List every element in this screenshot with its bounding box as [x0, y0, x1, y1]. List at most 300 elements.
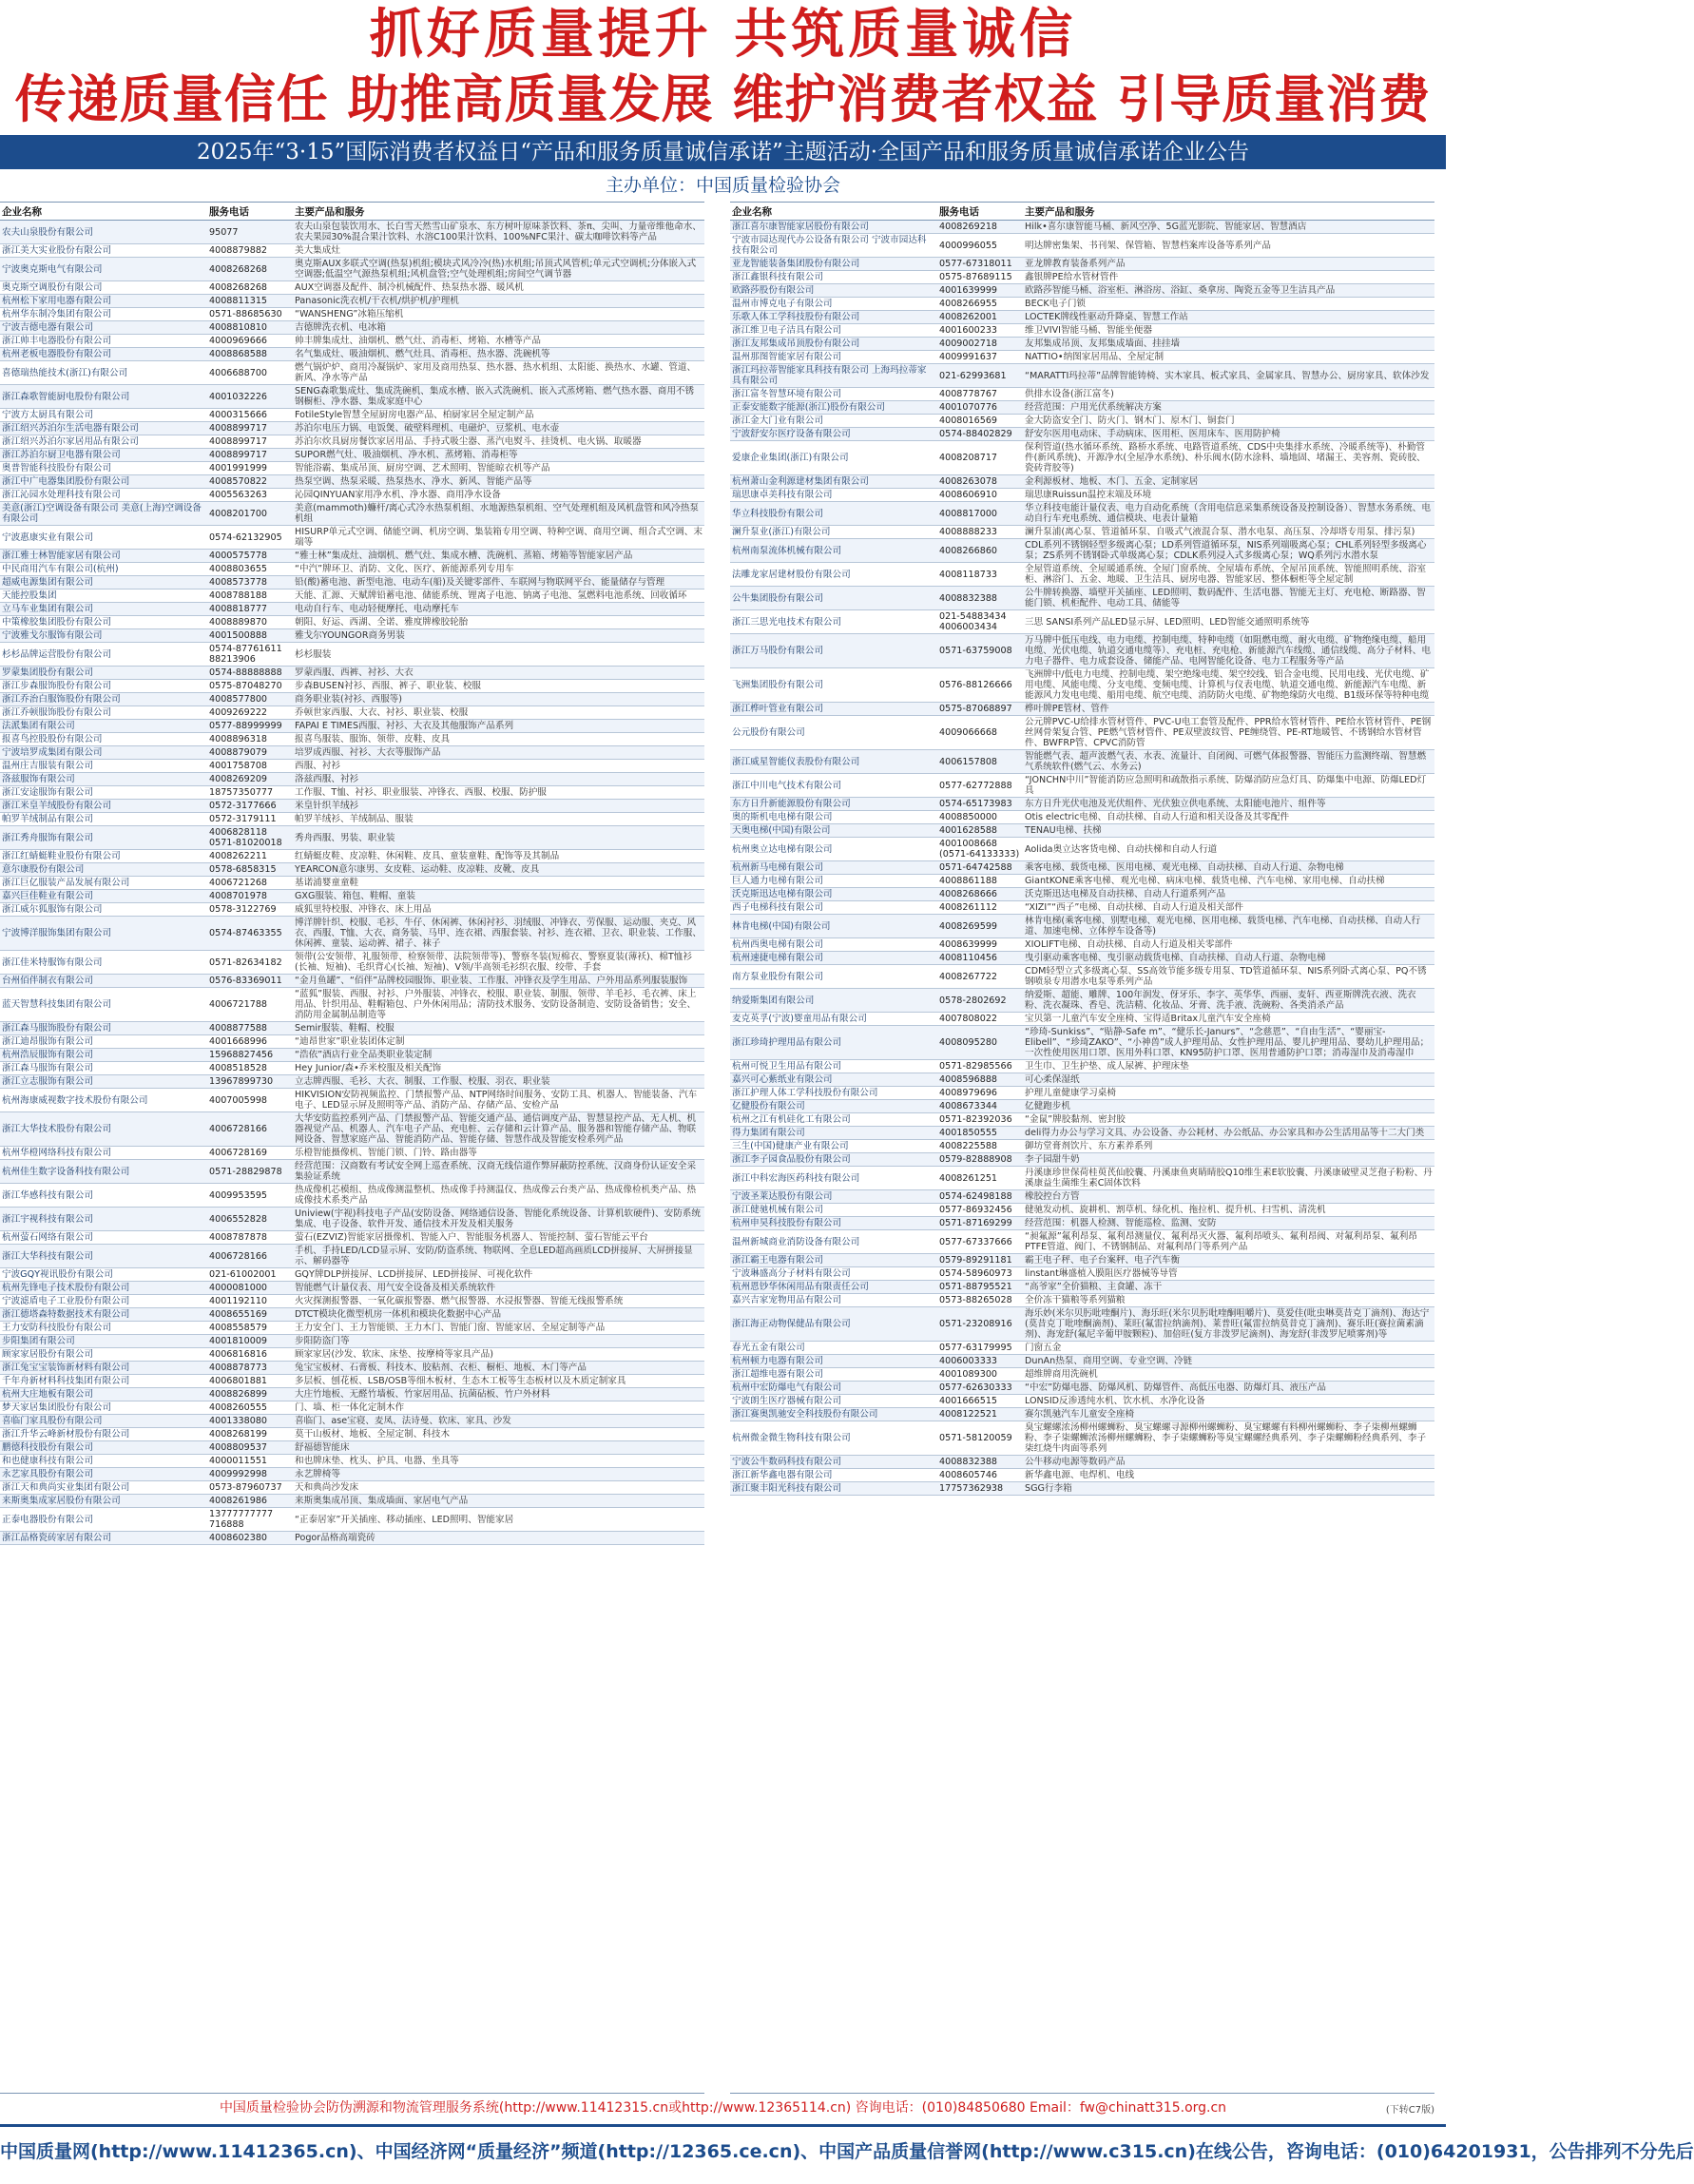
table-row	[0, 258, 704, 281]
table-row	[0, 1495, 704, 1508]
company-name: 浙江鑫银科技有限公司	[730, 271, 937, 284]
table-row	[0, 1335, 704, 1348]
service-phone: 0571-63759008	[937, 634, 1023, 668]
company-name: 杭州可悦卫生用品有限公司	[730, 1060, 937, 1073]
company-name: 浙江德塔森特数据技术有限公司	[0, 1308, 207, 1322]
service-phone: 021-62993681	[937, 364, 1023, 388]
table-row	[730, 1355, 1434, 1368]
service-phone: 4008269209	[207, 773, 293, 786]
company-name: 浙江安途服饰有限公司	[0, 786, 207, 800]
company-name: 浙江珍琦护理用品有限公司	[730, 1026, 937, 1060]
service-phone: 4001032226	[207, 385, 293, 409]
table-row	[0, 988, 704, 1022]
main-products: 公牛牌转换器、墙壁开关插座、LED照明、数码配件、生活电器、智能无主灯、充电枪、断路器、智能门锁、机柜配件、电动工具、储能等	[1023, 587, 1434, 610]
company-name: 温州那图智能家居有限公司	[730, 351, 937, 364]
company-name: 宁波市园达现代办公设备有限公司 宁波市园达科技有限公司	[730, 234, 937, 258]
service-phone: 4008817000	[937, 502, 1023, 526]
company-name: 正泰电器股份有限公司	[0, 1508, 207, 1532]
continued-note: (下转C7版)	[1385, 2105, 1434, 2116]
company-name: 浙江巨亿服装产品发展有限公司	[0, 877, 207, 890]
table-row	[730, 1456, 1434, 1469]
service-phone: 4008639999	[937, 938, 1023, 952]
company-name: 浙江沁园水处理科技有限公司	[0, 489, 207, 502]
service-phone: 0574-88888888	[207, 667, 293, 680]
main-products: 工作服、T恤、衬衫、职业服装、冲锋衣、西服、校服、防护服	[293, 786, 704, 800]
main-products: 智能燃气表、超声波燃气表、水表、流量计、自闭阀、可燃气体报警器、智能压力监测终端、智慧燃气系统软件(燃气云、水务云)	[1023, 750, 1434, 774]
table-row	[0, 1481, 704, 1495]
table-row	[0, 409, 704, 422]
main-products: SUPOR燃气灶、吸油烟机、净水机、蒸烤箱、消毒柜等	[293, 449, 704, 462]
table-row	[730, 258, 1434, 271]
company-name: 杭州中宏防爆电气有限公司	[730, 1382, 937, 1395]
service-phone: 4001070776	[937, 401, 1023, 415]
main-products: CDL系列不锈钢轻型多级离心泵；LD系列管道循环泵，NIS系列端吸离心泵；CHL系列轻型多级离心泵；ZS系列不锈钢卧式单级离心泵；CDLK系列浸入式多级离心泵；WQ系列污水潜水泵	[1023, 539, 1434, 563]
table-row	[730, 1167, 1434, 1190]
main-products: FotileStyle智慧全屋厨房电器产品、柏厨家居全屋定制产品	[293, 409, 704, 422]
table-row	[730, 1113, 1434, 1127]
table-row	[0, 385, 704, 409]
table-row	[730, 526, 1434, 539]
main-products: 飞洲牌中/低电力电缆、控制电缆、架空绝缘电缆、架空绞线、铝合金电缆、民用电线、光伏电缆、矿用电缆、风能电缆、分支电缆、变频电缆、计算机与仪表电缆、轨道交通电缆、新能源汽车电缆、新能源风力发电电缆、船用电缆、航空电缆、消防防火电缆、矿物绝缘防火电缆、B1级环保等特种电缆	[1023, 668, 1434, 703]
table-row	[730, 668, 1434, 703]
table-row	[730, 1307, 1434, 1342]
main-products: 燃气锅炉炉、商用冷凝锅炉、家用及商用热泵、热水器、热水机组、太阳能、换热水、水罐、管道、新风、净水等产品	[293, 361, 704, 385]
service-phone: 4008899717	[207, 449, 293, 462]
service-phone: 4008888233	[937, 526, 1023, 539]
service-phone: 4008577800	[207, 693, 293, 706]
service-phone: 4000081000	[207, 1282, 293, 1295]
company-name: 杭州恩钞华休闲用品有限责任公司	[730, 1281, 937, 1294]
company-name: 温州市博克电子有限公司	[730, 298, 937, 311]
table-row	[0, 786, 704, 800]
main-products: 帅丰牌集成灶、油烟机、燃气灶、消毒柜、烤箱、水槽等产品	[293, 335, 704, 348]
company-name: 宁波惠康实业有限公司	[0, 526, 207, 550]
service-phone: 4008260555	[207, 1401, 293, 1415]
main-products: 红蜻蜓皮鞋、皮凉鞋、休闲鞋、皮具、童装童鞋、配饰等及其制品	[293, 850, 704, 863]
table-row	[730, 811, 1434, 824]
company-name: 宁波GQY视讯股份有限公司	[0, 1268, 207, 1282]
table-row	[730, 1408, 1434, 1421]
company-name: 乐歌人体工学科技股份有限公司	[730, 311, 937, 324]
table-row	[730, 324, 1434, 338]
service-phone: 4008809537	[207, 1441, 293, 1455]
table-row	[730, 563, 1434, 587]
service-phone: 4006728166	[207, 1245, 293, 1268]
right-company-table	[730, 202, 1434, 2094]
table-row	[0, 1089, 704, 1112]
service-phone: 4008122521	[937, 1408, 1023, 1421]
service-phone: 0579-89291181	[937, 1254, 1023, 1267]
main-products: 欧路莎智能马桶、浴室柜、淋浴房、浴缸、桑拿房、陶瓷五金等卫生洁具产品	[1023, 284, 1434, 298]
main-products: “中宏”防爆电器、防爆风机、防爆管件、高低压电器、防爆灯具、液压产品	[1023, 1382, 1434, 1395]
service-phone: 4008810810	[207, 321, 293, 335]
table-row	[730, 1421, 1434, 1456]
company-name: 浙江宇视科技有限公司	[0, 1208, 207, 1231]
main-products: 手机、手持LED/LCD显示屏、安防/防盗系统、物联网、全息LED超高画质LCD拼接屏、大屏拼接显示、解码器等	[293, 1245, 704, 1268]
service-phone: 95077	[207, 221, 293, 244]
company-name: 浙江乔顿服饰股份有限公司	[0, 706, 207, 720]
company-name: 鹏德科技股份有限公司	[0, 1441, 207, 1455]
table-row	[730, 284, 1434, 298]
service-phone: 17757362938	[937, 1482, 1023, 1496]
table-row	[0, 1401, 704, 1415]
company-name: 中民商用汽车有限公司(杭州)	[0, 563, 207, 576]
service-phone: 0571-82392036	[937, 1113, 1023, 1127]
table-row	[730, 634, 1434, 668]
table-row	[0, 1282, 704, 1295]
main-products: 全价冻干猫粮等系列猫粮	[1023, 1294, 1434, 1307]
main-products: CDM轻型立式多级离心泵、SS高效节能多级专用泵、TD管道循环泵、NIS系列卧式离心泵、PQ不锈钢喷泉专用潜水电泵等系列产品	[1023, 965, 1434, 989]
main-products: “珍琦-Sunkiss”、“贴静-Safe m”、“健乐长-Janurs”、“念慈恩”、“自由生活”、“婴丽宝-Elibell”、“珍琦ZAKO”、“小神兽”成人护理用品、女性护理用品、婴儿护理用品、婴幼儿护理用品；一次性使用医用口罩、医用外科口罩、KN95防护口罩、医用普通防护口罩；消毒湿巾及消毒湿巾	[1023, 1026, 1434, 1060]
service-phone: 4008803655	[207, 563, 293, 576]
company-name: 浙江健驰机械有限公司	[730, 1204, 937, 1217]
table-row	[730, 1087, 1434, 1100]
service-phone: 4008208717	[937, 441, 1023, 475]
main-products: Uniview(宇视)科技电子产品(安防设备、网络通信设备、智能化系统设备、计算机软硬件)、安防系统集成、电子设备、软件开发、通信技术开发及相关服务	[293, 1208, 704, 1231]
main-products: 门、墙、柜一体化定制木作	[293, 1401, 704, 1415]
main-products: 商务职业装(衬衫、西服等)	[293, 693, 704, 706]
table-row	[0, 733, 704, 746]
table-row	[0, 361, 704, 385]
main-products: HIKVISION安防视频监控、门禁报警产品、NTP网络时间服务、安防工具、机器人、智能装备、汽车电子、LED显示屏及照明等产品、消防产品、存储产品、安检产品	[293, 1089, 704, 1112]
service-phone: 4008570822	[207, 475, 293, 489]
service-phone: 0571-87169299	[937, 1217, 1023, 1230]
service-phone: 4006688700	[207, 361, 293, 385]
company-name: 澜升泵业(浙江)有限公司	[730, 526, 937, 539]
table-row	[730, 703, 1434, 716]
main-products: LOCTEK牌线性驱动升降桌、智慧工作站	[1023, 311, 1434, 324]
company-name: 浙江富冬智慧环境有限公司	[730, 388, 937, 401]
table-row	[730, 221, 1434, 234]
company-name: 巨人通力电梯有限公司	[730, 875, 937, 888]
table-header-row	[730, 203, 1434, 221]
main-products: YEARCON意尔康男、女皮鞋、运动鞋、皮凉鞋、皮靴、皮具	[293, 863, 704, 877]
table-row	[0, 1112, 704, 1147]
main-products: 名气集成灶、吸油烟机、燃气灶具、消毒柜、热水器、洗碗机等	[293, 348, 704, 361]
service-phone: 4008979696	[937, 1087, 1023, 1100]
company-name: 喜德瑞热能技术(浙江)有限公司	[0, 361, 207, 385]
table-row	[0, 877, 704, 890]
service-phone: 0574-88402829	[937, 428, 1023, 441]
service-phone: 4008261251	[937, 1167, 1023, 1190]
table-row	[0, 348, 704, 361]
service-phone: 4005563263	[207, 489, 293, 502]
service-phone: 4008877588	[207, 1022, 293, 1035]
main-products: 立志牌西服、毛衫、大衣、制服、工作服、校服、羽衣、职业装	[293, 1075, 704, 1089]
main-products: 金大防盗安全门、防火门、钢木门、原木门、铜套门	[1023, 415, 1434, 428]
main-products: 卫生巾、卫生护垫、成人尿裤、护理床垫	[1023, 1060, 1434, 1073]
company-name: 浙江秀舟服饰有限公司	[0, 826, 207, 850]
company-name: 杭州顿力电器有限公司	[730, 1355, 937, 1368]
service-phone: 0574-62498188	[937, 1190, 1023, 1204]
service-phone: 4008262001	[937, 311, 1023, 324]
service-phone: 4009269222	[207, 706, 293, 720]
organizer-line: 主办单位：中国质量检验协会	[605, 175, 840, 196]
company-name: 杭州速捷电梯有限公司	[730, 952, 937, 965]
company-name: 浙江步森服饰股份有限公司	[0, 680, 207, 693]
service-phone: 4008573778	[207, 576, 293, 589]
service-phone: 4008268268	[207, 281, 293, 295]
main-products: DunAn热泵、商用空调、专业空调、冷链	[1023, 1355, 1434, 1368]
table-row	[730, 1204, 1434, 1217]
table-row	[730, 1100, 1434, 1113]
table-row	[730, 1294, 1434, 1307]
company-name: 纳爱斯集团有限公司	[730, 989, 937, 1013]
company-name: 杭州先锋电子技术股份有限公司	[0, 1282, 207, 1295]
company-name: 超威电源集团有限公司	[0, 576, 207, 589]
company-name: 宁波培罗成集团有限公司	[0, 746, 207, 760]
service-phone: 4006728166	[207, 1112, 293, 1147]
table-row	[0, 629, 704, 643]
service-phone: 4001666515	[937, 1395, 1023, 1408]
company-name: 三生(中国)健康产业有限公司	[730, 1140, 937, 1153]
company-name: 杭州华橙网络科技有限公司	[0, 1147, 207, 1160]
service-phone: 4008266955	[937, 298, 1023, 311]
main-products: 帕罗羊绒衫、羊绒制品、服装	[293, 813, 704, 826]
table-row	[0, 1208, 704, 1231]
table-row	[730, 311, 1434, 324]
service-phone: 0574-87463355	[207, 917, 293, 951]
service-phone: 4008596888	[937, 1073, 1023, 1087]
table-row	[0, 576, 704, 589]
service-phone: 4008518528	[207, 1062, 293, 1075]
table-row	[730, 989, 1434, 1013]
service-phone: 4008605746	[937, 1469, 1023, 1482]
service-phone: 4008118733	[937, 563, 1023, 587]
company-name: 浙江喜尔康智能家居股份有限公司	[730, 221, 937, 234]
service-phone: 4009991637	[937, 351, 1023, 364]
company-name: 天能控股集团	[0, 589, 207, 603]
main-products: 公牛移动电源等数码产品	[1023, 1456, 1434, 1469]
table-row	[730, 965, 1434, 989]
main-products: TENAU电梯、扶梯	[1023, 824, 1434, 838]
service-phone: 0574-65173983	[937, 798, 1023, 811]
table-header-row	[0, 203, 704, 221]
main-products: 美大集成灶	[293, 244, 704, 258]
main-products: 西服、衬衫	[293, 760, 704, 773]
main-products: 天和典尚沙发床	[293, 1481, 704, 1495]
service-phone: 4000011551	[207, 1455, 293, 1468]
company-name: 浙江美大实业股份有限公司	[0, 244, 207, 258]
company-name: 浙江中广电器集团股份有限公司	[0, 475, 207, 489]
service-phone: 15968827456	[207, 1049, 293, 1062]
main-products: 经营范围：机器人检测、智能巡检、监测、安防	[1023, 1217, 1434, 1230]
main-products: 乐橙智能摄像机、智能门锁、门铃、路由器等	[293, 1147, 704, 1160]
company-name: 永艺家具股份有限公司	[0, 1468, 207, 1481]
table-row	[730, 401, 1434, 415]
table-row	[0, 746, 704, 760]
table-row	[0, 1160, 704, 1184]
company-name: 浙江米皇羊绒股份有限公司	[0, 800, 207, 813]
company-name: 顾家家居股份有限公司	[0, 1348, 207, 1362]
company-name: 公元股份有限公司	[730, 716, 937, 750]
main-products: 天能、汇源、天赋牌铅蓄电池、储能系统、锂离子电池、钠离子电池、氢燃料电池系统、回收循环	[293, 589, 704, 603]
service-phone: 0571-82634182	[207, 951, 293, 975]
main-products: Aolida奥立达客货电梯、自动扶梯和自动人行道	[1023, 838, 1434, 861]
company-name: 杭州松下家用电器有限公司	[0, 295, 207, 308]
service-phone: 0576-83369011	[207, 975, 293, 988]
main-products: 超维牌商用洗碗机	[1023, 1368, 1434, 1382]
table-row	[0, 335, 704, 348]
service-phone: 4001668996	[207, 1035, 293, 1049]
company-name: 和也健康科技有限公司	[0, 1455, 207, 1468]
main-products: 舒福德智能床	[293, 1441, 704, 1455]
main-products: 护理儿童健康学习桌椅	[1023, 1087, 1434, 1100]
table-row	[0, 550, 704, 563]
table-row	[0, 1268, 704, 1282]
service-phone: 4008832388	[937, 587, 1023, 610]
main-products: SENG森歌集成灶、集成洗碗机、集成水槽、嵌入式洗碗机、嵌入式蒸烤箱、燃气热水器、商用不锈钢橱柜、净水器、集成家庭中心	[293, 385, 704, 409]
service-phone: 4006157808	[937, 750, 1023, 774]
company-name: 浙江聚丰阳光科技有限公司	[730, 1482, 937, 1496]
service-phone: 4008832388	[937, 1456, 1023, 1469]
company-name: 杭州大庄地板有限公司	[0, 1388, 207, 1401]
service-phone: 4001338080	[207, 1415, 293, 1428]
table-row	[0, 863, 704, 877]
table-row	[730, 1127, 1434, 1140]
main-products: FAPAI E TIMES西服、衬衫、大衣及其他服饰产品系列	[293, 720, 704, 733]
company-name: 西子电梯科技有限公司	[730, 901, 937, 915]
service-phone: 4008602380	[207, 1532, 293, 1545]
service-phone: 4000969666	[207, 335, 293, 348]
company-name: 天奥电梯(中国)有限公司	[730, 824, 937, 838]
company-name: 杭州老板电器股份有限公司	[0, 348, 207, 361]
main-products: 健驰发动机、旋耕机、割草机、绿化机、拖拉机、提升机、扫雪机、清洗机	[1023, 1204, 1434, 1217]
main-products: 博洋牌针织、校服、毛衫、牛仔、休闲裤、休闲衬衫、羽绒服、冲锋衣、劳保服、运动服、夹克、风衣、西服、T恤、大衣、商务装、马甲、连衣裙、西服套装、衬衫、连衣裙、卫衣、职业装、工作服、休闲裤、童装、运动裤、裙子、袜子	[293, 917, 704, 951]
main-products: Semir服装、鞋帽、校服	[293, 1022, 704, 1035]
headline-secondary: 传递质量信任 助推高质量发展 维护消费者权益 引导质量消费	[14, 68, 1432, 129]
company-name: 浙江森马服饰股份有限公司	[0, 1022, 207, 1035]
company-name: 温州庄吉服装有限公司	[0, 760, 207, 773]
company-name: 宁波方太厨具有限公司	[0, 409, 207, 422]
main-products: 兔宝宝板材、石膏板、科技木、胶粘剂、衣柜、橱柜、地板、木门等产品	[293, 1362, 704, 1375]
main-products: 明达牌密集架、书刊架、保管箱、智慧档案库设备等系列产品	[1023, 234, 1434, 258]
main-products: Hilk•喜尔康智能马桶、新风空净、5G蓝光影院、智能家居、智慧酒店	[1023, 221, 1434, 234]
main-products: 赛尔凯驰汽车儿童安全座椅	[1023, 1408, 1434, 1421]
main-products: 舒安尔医用电动床、手动病床、医用柜、医用床车、医用防护椅	[1023, 428, 1434, 441]
company-name: 台州佰伴制衣有限公司	[0, 975, 207, 988]
table-row	[0, 760, 704, 773]
company-name: 杭州南泵流体机械有限公司	[730, 539, 937, 563]
main-products: “浩依”酒店行业全品类职业装定制	[293, 1049, 704, 1062]
table-row	[0, 589, 704, 603]
company-name: 浙江森马服饰有限公司	[0, 1062, 207, 1075]
table-row	[0, 1508, 704, 1532]
service-phone: 4008889870	[207, 616, 293, 629]
table-row	[0, 1049, 704, 1062]
service-phone: 4001008668 (0571-64133333)	[937, 838, 1023, 861]
main-products: deli得力办公与学习文具、办公设备、办公耗材、办公纸品、办公家具和办公生活用品等十二大门类	[1023, 1127, 1434, 1140]
service-phone: 4008110456	[937, 952, 1023, 965]
table-row	[730, 1190, 1434, 1204]
company-name: 来斯奥集成家居股份有限公司	[0, 1495, 207, 1508]
company-name: 王力安防科技股份有限公司	[0, 1322, 207, 1335]
company-name: 杭州微金微生物科技有限公司	[730, 1421, 937, 1456]
main-products: 经营范围：户用光伏系统解决方案	[1023, 401, 1434, 415]
table-row	[0, 951, 704, 975]
service-phone: 4006801881	[207, 1375, 293, 1388]
table-row	[730, 388, 1434, 401]
main-products: 乘客电梯、载货电梯、医用电梯、观光电梯、自动扶梯、自动人行道、杂物电梯	[1023, 861, 1434, 875]
table-row	[0, 1441, 704, 1455]
service-phone: 4001758708	[207, 760, 293, 773]
table-row	[0, 773, 704, 786]
main-products: 永艺牌椅等	[293, 1468, 704, 1481]
table-row	[0, 693, 704, 706]
table-row	[730, 1217, 1434, 1230]
main-products: GQY牌DLP拼接屏、LCD拼接屏、LED拼接屏、可视化软件	[293, 1268, 704, 1282]
main-products: 罗蒙西服、西裤、衬衫、大衣	[293, 667, 704, 680]
table-row	[0, 1428, 704, 1441]
company-name: 杭州华东制冷集团有限公司	[0, 308, 207, 321]
service-phone: 4008879882	[207, 244, 293, 258]
main-products: 桦叶牌PE管材、管件	[1023, 703, 1434, 716]
service-phone: 4006721268	[207, 877, 293, 890]
main-products: 万马牌中低压电线、电力电缆、控制电缆、特种电缆（如阻燃电缆、耐火电缆、矿物绝缘电缆、船用电缆、光伏电缆、轨道交通电缆等）、充电桩、充电枪、新能源汽车线缆、通信线缆、高分子材料、电力电子器件、电力成套设备、储能产品、电网智能化设备、电力工程服务等产品	[1023, 634, 1434, 668]
table-row	[0, 1455, 704, 1468]
service-phone: 4001089300	[937, 1368, 1023, 1382]
company-name: 浙江迪昂服饰有限公司	[0, 1035, 207, 1049]
column-header-phone: 服务电话	[207, 203, 293, 221]
company-name: 杭州申昊科技股份有限公司	[730, 1217, 937, 1230]
table-row	[730, 1267, 1434, 1281]
main-products: “WANSHENG”冰箱压缩机	[293, 308, 704, 321]
service-phone: 4006728169	[207, 1147, 293, 1160]
company-name: 蓝天智慧科技集团有限公司	[0, 988, 207, 1022]
table-row	[0, 308, 704, 321]
company-name: 爱康企业集团(浙江)有限公司	[730, 441, 937, 475]
table-row	[0, 667, 704, 680]
service-phone: 4007808022	[937, 1013, 1023, 1026]
table-row	[0, 1375, 704, 1388]
service-phone: 0577-62772888	[937, 774, 1023, 798]
column-header-product: 主要产品和服务	[1023, 203, 1434, 221]
main-products: DTCT模块化微型机房一体机和模块化数据中心产品	[293, 1308, 704, 1322]
main-products: 火灾探测报警器、一氧化碳报警器、燃气报警器、水浸报警器、智能无线报警系统	[293, 1295, 704, 1308]
table-row	[730, 1153, 1434, 1167]
company-name: 浙江大华技术股份有限公司	[0, 1112, 207, 1147]
company-name: 林肯电梯(中国)有限公司	[730, 915, 937, 938]
service-phone: 4006816816	[207, 1348, 293, 1362]
company-name: 麦克英孚(宁波)婴童用品有限公司	[730, 1013, 937, 1026]
table-row	[730, 1342, 1434, 1355]
company-name: 温州新城商业消防设备有限公司	[730, 1230, 937, 1254]
company-name: 奥的斯机电电梯有限公司	[730, 811, 937, 824]
table-row	[0, 321, 704, 335]
table-row	[730, 938, 1434, 952]
main-products: 宝贝第一儿童汽车安全座椅、宝得适Britax儿童汽车安全座椅	[1023, 1013, 1434, 1026]
service-phone: 4008868588	[207, 348, 293, 361]
table-row	[730, 234, 1434, 258]
table-row	[0, 563, 704, 576]
main-products: “蓝狐”服装、西服、衬衫、户外服装、冲锋衣、校服、职业装、制服、领带、羊毛衫、毛衣裤、床上用品、针织用品、鞋帽箱包、户外休闲用品；清防技术服务、安防设备制造、安防设备销售；安全、消防用金属制品制造等	[293, 988, 704, 1022]
main-products: 步阳防盗门等	[293, 1335, 704, 1348]
service-phone: 4008262211	[207, 850, 293, 863]
company-name: 正泰安能数字能源(浙江)股份有限公司	[730, 401, 937, 415]
main-products: 萤石(EZVIZ)智能家居摄像机、智能入户、智能服务机器人、智能控制、萤石智能云平台	[293, 1231, 704, 1245]
table-row	[0, 1062, 704, 1075]
service-phone: 4001639999	[937, 284, 1023, 298]
table-row	[0, 720, 704, 733]
main-products: 来斯奥集成吊顶、集成墙面、家居电气产品	[293, 1495, 704, 1508]
main-products: 东方日升光伏电池及光伏组件、光伏独立供电系统、太阳能电池片、组件等	[1023, 798, 1434, 811]
company-name: 宁波博洋服饰集团有限公司	[0, 917, 207, 951]
main-products: BECK电子门锁	[1023, 298, 1434, 311]
service-phone: 0572-3179111	[207, 813, 293, 826]
company-name: 杭州西奥电梯有限公司	[730, 938, 937, 952]
main-products: 乔顿世家西服、大衣、衬衫、职业装、校服	[293, 706, 704, 720]
company-name: 浙江护理人体工学科技股份有限公司	[730, 1087, 937, 1100]
